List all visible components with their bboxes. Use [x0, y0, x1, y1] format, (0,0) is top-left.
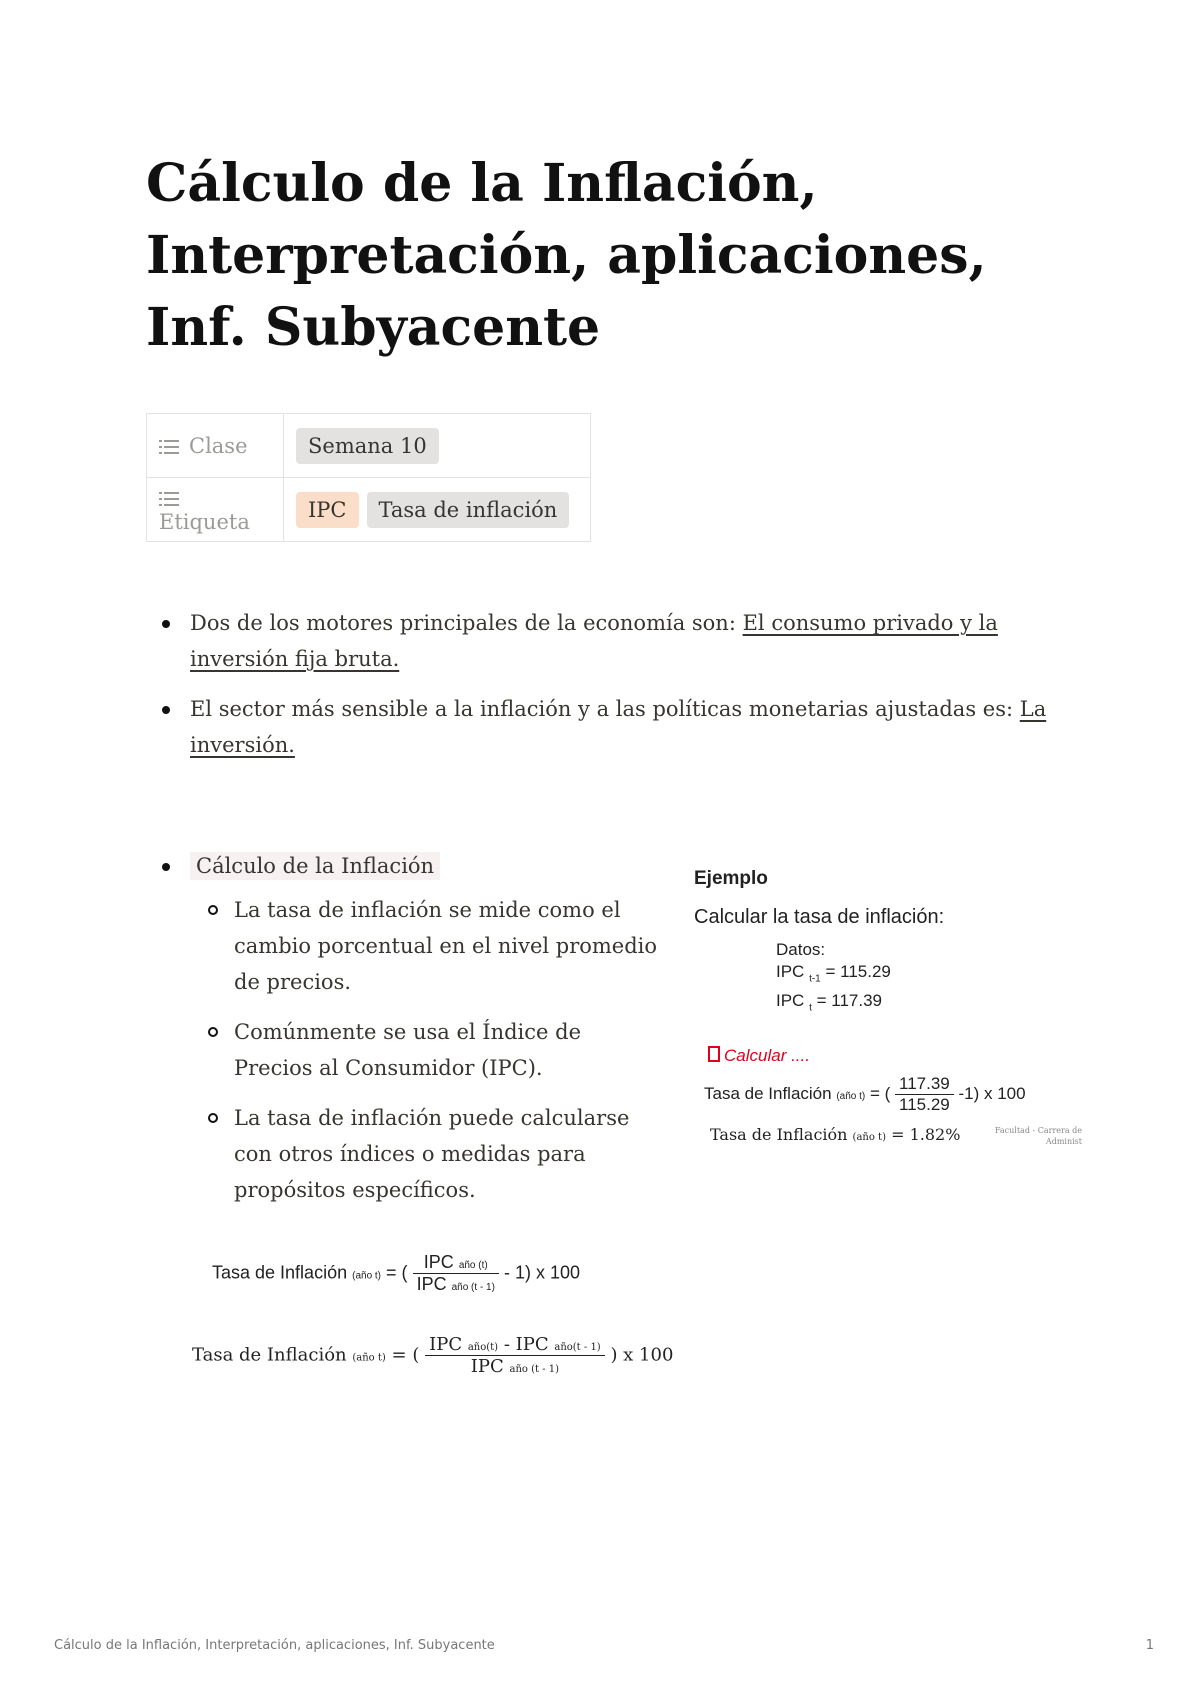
section-heading: Cálculo de la Inflación: [160, 848, 660, 884]
sub-list-item: Comúnmente se usa el Índice de Precios al Consumidor (IPC).: [234, 1014, 660, 1086]
example-heading: Ejemplo: [694, 868, 768, 889]
page-number: 1: [1145, 1638, 1154, 1653]
formula-ratio: Tasa de Inflación (año t) = ( $\frac{\text{IPC año (t)}}{\text{IPC año (t - 1)}}$ - 1) x 100: [212, 1252, 581, 1294]
properties-table: [146, 413, 591, 542]
formula-fraction: $\frac{\text{IPC año (t)}}{\text{IPC año (t - 1)}}$: [413, 1252, 499, 1295]
list-icon: [159, 491, 179, 507]
property-row-etiqueta: [147, 478, 591, 542]
sub-list: [160, 892, 660, 1208]
property-value-etiqueta[interactable]: [284, 478, 591, 542]
property-row-clase: [147, 414, 591, 478]
calculator-icon: [708, 1046, 720, 1062]
sub-list-item: La tasa de inflación puede calcularse con otros índices o medidas para propósitos específicos.: [234, 1100, 660, 1208]
page-footer: [54, 1638, 1154, 1653]
calc-label: Calcular ....: [708, 1046, 1074, 1066]
property-label: Etiqueta: [159, 509, 250, 534]
sub-list-item: La tasa de inflación se mide como el cambio porcentual en el nivel promedio de precios.: [234, 892, 660, 1000]
underlined-answer: La inversión.: [190, 697, 1047, 757]
underlined-answer: El consumo privado y la inversión fija bruta.: [190, 611, 998, 671]
property-label: Clase: [189, 433, 248, 458]
calc-result: Tasa de Inflación (año t) = 1.82% Facultad - Carrera de Administ: [710, 1124, 1082, 1146]
bullet-list: [160, 605, 1060, 777]
property-key-etiqueta: [147, 478, 284, 542]
list-item: El sector más sensible a la inflación y a las políticas monetarias ajustadas es: La inversión.: [160, 691, 1060, 763]
tag-tasa-inflacion[interactable]: Tasa de inflación: [367, 492, 570, 528]
tag-ipc[interactable]: IPC: [296, 492, 359, 528]
page-title: Cálculo de la Inflación, Interpretación, aplicaciones, Inf. Subyacente: [146, 153, 987, 358]
list-icon: [159, 439, 179, 455]
inflation-section: [160, 848, 660, 1222]
watermark: Facultad - Carrera de Administ: [994, 1125, 1082, 1146]
example-data: Datos: IPC $_{t-1}$ = 115.29 IPC $_t$ = 117.39: [776, 940, 891, 1014]
tag-semana[interactable]: Semana 10: [296, 428, 439, 464]
property-value-clase[interactable]: [284, 414, 591, 478]
calc-formula: Tasa de Inflación (año t) = ( $\frac{117.39}{115.29}$ -1) x 100: [704, 1073, 1026, 1114]
example-subheading: Calcular la tasa de inflación:: [694, 906, 945, 928]
calc-fraction: $\frac{117.39}{115.29}$: [895, 1074, 954, 1115]
footer-text: Cálculo de la Inflación, Interpretación, aplicaciones, Inf. Subyacente: [54, 1638, 495, 1653]
list-item: Dos de los motores principales de la economía son: El consumo privado y la inversión fija bruta.: [160, 605, 1060, 677]
formula-difference: Tasa de Inflación (año t) = ( $\frac{\text{IPC año(t) - IPC año(t - 1)}}{\text{IPC año (t - 1)}}$ ) x 100: [192, 1334, 674, 1377]
example-box: [694, 868, 1082, 1146]
property-key-clase: [147, 414, 284, 478]
formula-fraction: $\frac{\text{IPC año(t) - IPC año(t - 1)}}{\text{IPC año (t - 1)}}$: [425, 1334, 605, 1377]
